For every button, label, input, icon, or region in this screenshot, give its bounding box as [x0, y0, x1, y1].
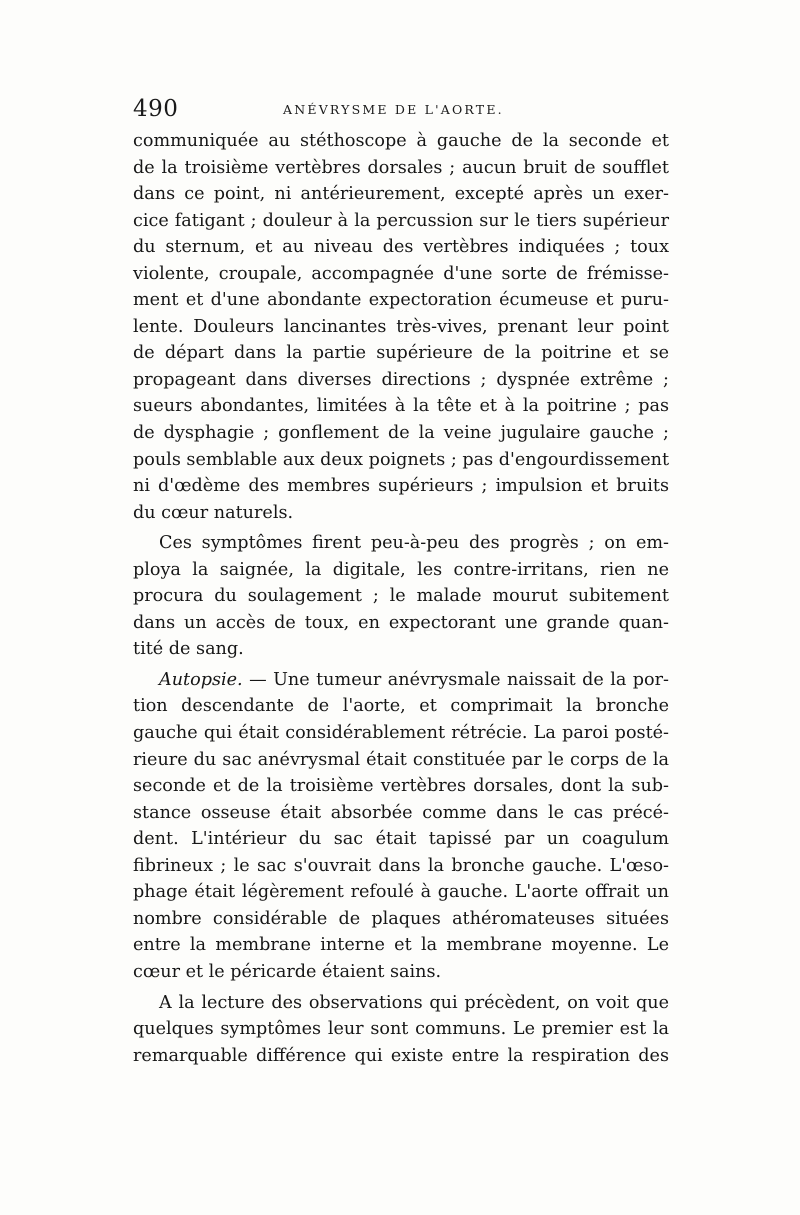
text-line: Ces symptômes firent peu-à-peu des progrès ; on em-: [159, 533, 669, 554]
text-line: communiquée au stéthoscope à gauche de la seconde et: [133, 131, 669, 151]
text-line: dans ce point, ni antérieurement, excepté après un exer-: [133, 184, 669, 205]
paragraph-3: [133, 667, 669, 986]
text-line: quelques symptômes leur sont communs. Le premier est la: [133, 1019, 669, 1040]
page-number: 490: [133, 96, 179, 122]
text-line: pouls semblable aux deux poignets ; pas d'engourdissement: [133, 449, 670, 470]
text-line: A la lecture des observations qui précèdent, on voit que: [159, 992, 669, 1013]
text-line: lente. Douleurs lancinantes très-vives, prenant leur point: [133, 316, 669, 337]
text-line: cice fatigant ; douleur à la percussion sur le tiers supérieur: [133, 210, 669, 231]
paragraph-1: [133, 128, 669, 526]
text-line: propageant dans diverses directions ; dyspnée extrême ;: [133, 369, 669, 390]
text-line: violente, croupale, accompagnée d'une sorte de frémisse-: [133, 263, 669, 284]
running-head: ANÉVRYSME DE L'AORTE.: [283, 102, 504, 117]
text-line: sueurs abondantes, limitées à la tête et à la poitrine ; pas: [133, 396, 669, 417]
text-line: de dysphagie ; gonflement de la veine jugulaire gauche ;: [133, 423, 669, 444]
text-line: ni d'œdème des membres supérieurs ; impulsion et bruits: [133, 476, 669, 497]
text-line: phage était légèrement refoulé à gauche. L'aorte offrait un: [133, 882, 669, 903]
text-line: [133, 667, 669, 694]
text-line: gauche qui était considérablement rétrécie. La paroi posté-: [133, 723, 669, 744]
text-line: dent. L'intérieur du sac était tapissé par un coagulum: [133, 829, 669, 850]
text-line: de la troisième vertèbres dorsales ; aucun bruit de soufflet: [133, 157, 669, 178]
text-line: cœur et le péricarde étaient sains.: [133, 961, 442, 982]
paragraph-2: [133, 530, 669, 663]
autopsie-heading: Autopsie.: [159, 669, 243, 690]
text-line: du cœur naturels.: [133, 502, 294, 523]
text-line: remarquable différence qui existe entre la respiration des: [133, 1045, 669, 1066]
text-line: nombre considérable de plaques athéromateuses situées: [133, 908, 669, 929]
text-line: du sternum, et au niveau des vertèbres indiquées ; toux: [133, 237, 669, 258]
text-line: rieure du sac anévrysmal était constituée par le corps de la: [133, 749, 669, 770]
page-header: [133, 96, 669, 126]
text-line: procura du soulagement ; le malade mourut subitement: [133, 586, 669, 607]
text-line: fibrineux ; le sac s'ouvrait dans la bronche gauche. L'œso-: [133, 855, 669, 876]
text-line: stance osseuse était absorbée comme dans le cas précé-: [133, 802, 669, 823]
heading-line-text: — Une tumeur anévrysmale naissait de la por-: [242, 669, 669, 690]
text-line: entre la membrane interne et la membrane moyenne. Le: [133, 935, 669, 956]
text-line: seconde et de la troisième vertèbres dorsales, dont la sub-: [133, 776, 669, 797]
body-text: [133, 128, 669, 1069]
text-line: de départ dans la partie supérieure de la poitrine et se: [133, 343, 669, 364]
text-line: tité de sang.: [133, 639, 244, 660]
text-line: ment et d'une abondante expectoration écumeuse et puru-: [133, 290, 669, 311]
text-line: dans un accès de toux, en expectorant une grande quan-: [133, 612, 669, 633]
paragraph-4: [133, 990, 669, 1070]
text-line: ploya la saignée, la digitale, les contre-irritans, rien ne: [133, 559, 669, 580]
text-line: tion descendante de l'aorte, et comprimait la bronche: [133, 696, 669, 717]
